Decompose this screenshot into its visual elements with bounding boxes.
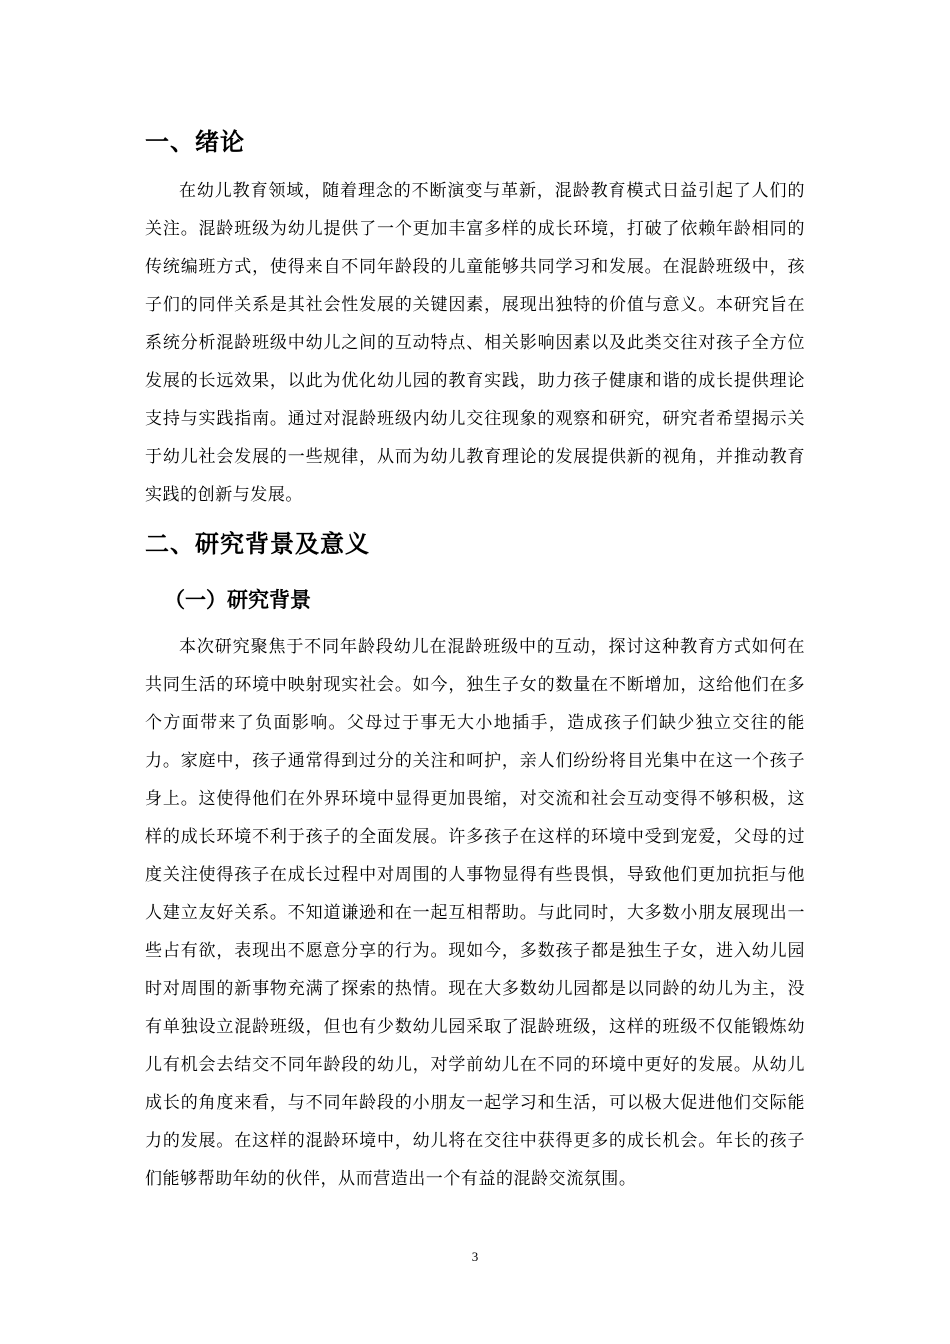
subsection-heading-research-background: （一）研究背景 bbox=[164, 588, 311, 612]
section-heading-introduction: 一、绪论 bbox=[145, 128, 245, 156]
research-background-paragraph: 本次研究聚焦于不同年龄段幼儿在混龄班级中的互动，探讨这种教育方式如何在共同生活的环境中映射现实社会。如今，独生子女的数量在不断增加，这给他们在多个方面带来了负面影响。父母过于事无大小地插手，造成孩子们缺少独立交往的能力。家庭中，孩子通常得到过分的关注和呵护，亲人们纷纷将目光集中在这一个孩子身上。这使得他们在外界环境中显得更加畏缩，对交流和社会互动变得不够积极，这样的成长环境不利于孩子的全面发展。许多孩子在这样的环境中受到宠爱，父母的过度关注使得孩子在成长过程中对周围的人事物显得有些畏惧，导致他们更加抗拒与他人建立友好关系。不知道谦逊和在一起互相帮助。与此同时，大多数小朋友展现出一些占有欲，表现出不愿意分享的行为。现如今，多数孩子都是独生子女，进入幼儿园时对周围的新事物充满了探索的热情。现在大多数幼儿园都是以同龄的幼儿为主，没有单独设立混龄班级，但也有少数幼儿园采取了混龄班级，这样的班级不仅能锻炼幼儿有机会去结交不同年龄段的幼儿，对学前幼儿在不同的环境中更好的发展。从幼儿成长的角度来看，与不同年龄段的小朋友一起学习和生活，可以极大促进他们交际能力的发展。在这样的混龄环境中，幼儿将在交往中获得更多的成长机会。年长的孩子们能够帮助年幼的伙伴，从而营造出一个有益的混龄交流氛围。 bbox=[145, 637, 805, 1189]
document-page bbox=[145, 118, 805, 1198]
introduction-paragraph: 在幼儿教育领域，随着理念的不断演变与革新，混龄教育模式日益引起了人们的关注。混龄班级为幼儿提供了一个更加丰富多样的成长环境，打破了依赖年龄相同的传统编班方式，使得来自不同年龄段的儿童能够共同学习和发展。在混龄班级中，孩子们的同伴关系是其社会性发展的关键因素，展现出独特的价值与意义。本研究旨在系统分析混龄班级中幼儿之间的互动特点、相关影响因素以及此类交往对孩子全方位发展的长远效果，以此为优化幼儿园的教育实践，助力孩子健康和谐的成长提供理论支持与实践指南。通过对混龄班级内幼儿交往现象的观察和研究，研究者希望揭示关于幼儿社会发展的一些规律，从而为幼儿教育理论的发展提供新的视角，并推动教育实践的创新与发展。 bbox=[145, 181, 805, 505]
section-heading-background-significance: 二、研究背景及意义 bbox=[145, 530, 370, 558]
page-number: 3 bbox=[471, 1249, 479, 1264]
